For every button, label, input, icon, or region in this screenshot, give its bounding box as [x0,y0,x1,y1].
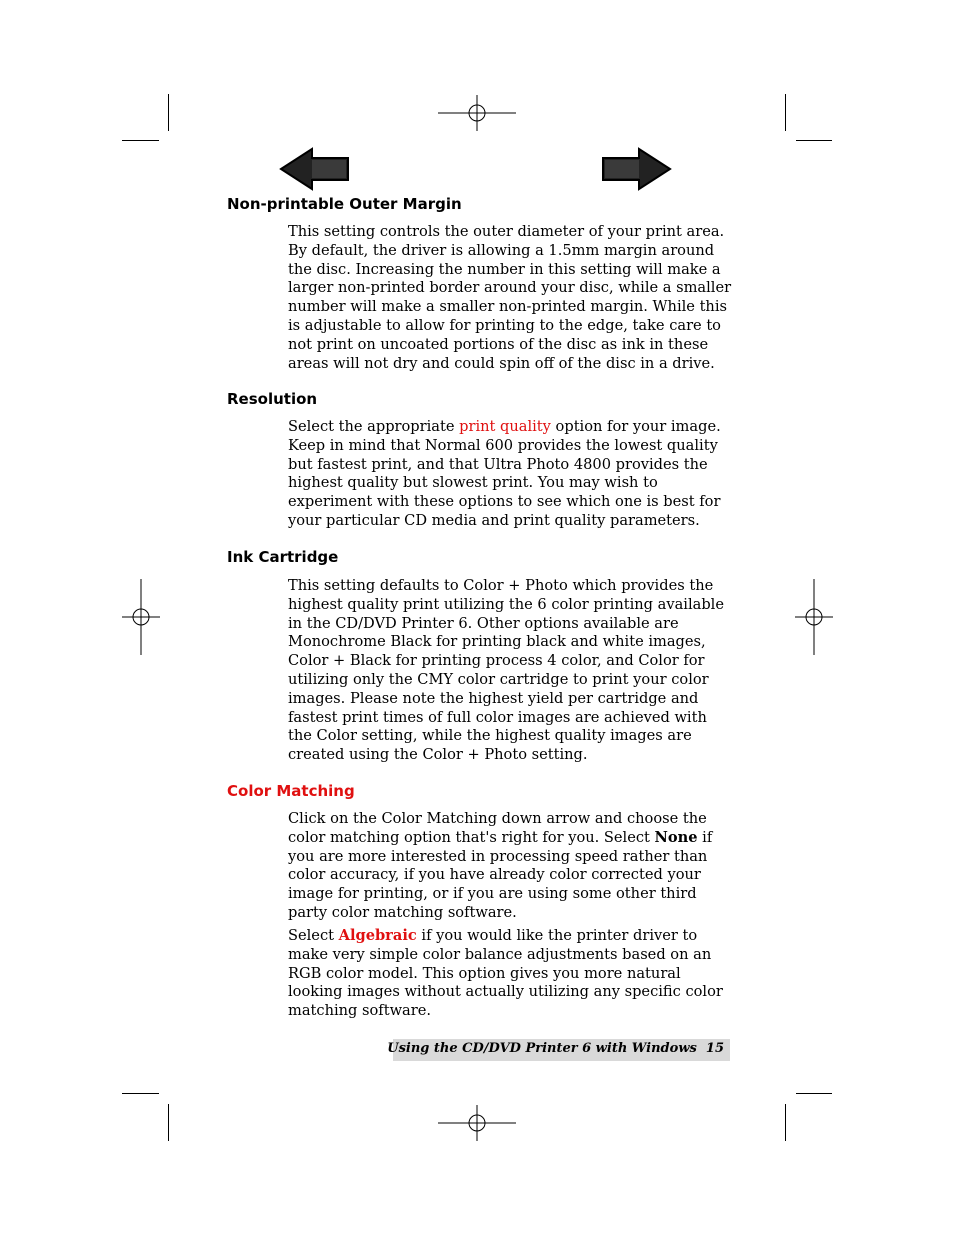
registration-mark-icon [795,579,833,655]
crop-mark [796,140,832,141]
crop-mark [168,1104,169,1141]
algebraic-text-post: if you would like the printer driver to make very simple color balance adjustments based on an RGB color model. This option gives you more natural looking images without actually utilizing any specific color matching software. [288,927,723,1020]
algebraic-text-pre: Select [288,927,339,944]
paragraph-ink-cartridge: This setting defaults to Color + Photo which provides the highest quality print utilizing the 6 color printing available in the CD/DVD Printer 6. Other options available are Monochrome Black for printing black and white images, Color + Black for printing process 4 color, and Color for utilizing only the CMY color cartridge to print your color images. Please note the highest yield per cartridge and fastest print times of full color images are achieved with the Color setting, while the highest quality images are created using the Color + Photo setting. [288,577,724,764]
none-option-label: None [654,828,698,846]
section-heading-resolution: Resolution [227,390,318,408]
paragraph-color-matching-1 [288,810,733,923]
crop-mark [796,1093,832,1094]
resolution-text-post: option for your image. Keep in mind that Normal 600 provides the lowest quality but fastest print, and that Ultra Photo 4800 provides the highest quality but slowest print. You may wish to experiment with these options to see which one is best for your particular CD media and print quality parameters. [288,418,721,529]
section-heading-ink-cartridge: Ink Cartridge [227,548,339,566]
page-footer [387,1039,730,1061]
print-quality-link[interactable]: print quality [459,418,551,435]
paragraph-color-matching-2 [288,927,733,1021]
paragraph-outer-margin: This setting controls the outer diameter of your print area. By default, the driver is allowing a 1.5mm margin around the disc. Increasing the number in this setting will make a larger non-printed border around your disc, while a smaller number will make a smaller non-printed margin. While this is adjustable to allow for printing to the edge, take care to not print on uncoated portions of the disc as ink in these areas will not dry and could spin off of the disc in a drive. [288,223,732,372]
section-heading-color-matching: Color Matching [227,782,355,800]
paragraph-resolution [288,418,733,531]
color-matching-text-post: if you are more interested in processing speed rather than color accuracy, if you have already color corrected your image for printing, or if you are using some other third party color matching software. [288,828,713,921]
left-arrow-icon[interactable] [279,147,351,191]
registration-mark-icon [438,1105,516,1141]
registration-mark-icon [438,95,516,131]
right-arrow-icon[interactable] [600,147,672,191]
color-matching-text-pre: Click on the Color Matching down arrow and choose the color matching option that's right for you. Select [288,810,707,846]
section-heading-outer-margin: Non-printable Outer Margin [227,195,462,213]
page-number: 15 [705,1041,724,1056]
footer-title: Using the CD/DVD Printer 6 with Windows [387,1041,697,1056]
resolution-text-pre: Select the appropriate [288,418,460,435]
crop-mark [122,1093,159,1094]
crop-mark [785,1104,786,1141]
algebraic-option-label: Algebraic [338,927,417,944]
crop-mark [785,94,786,131]
crop-mark [168,94,169,131]
crop-mark [122,140,159,141]
footer-text [387,1041,724,1056]
registration-mark-icon [122,579,160,655]
